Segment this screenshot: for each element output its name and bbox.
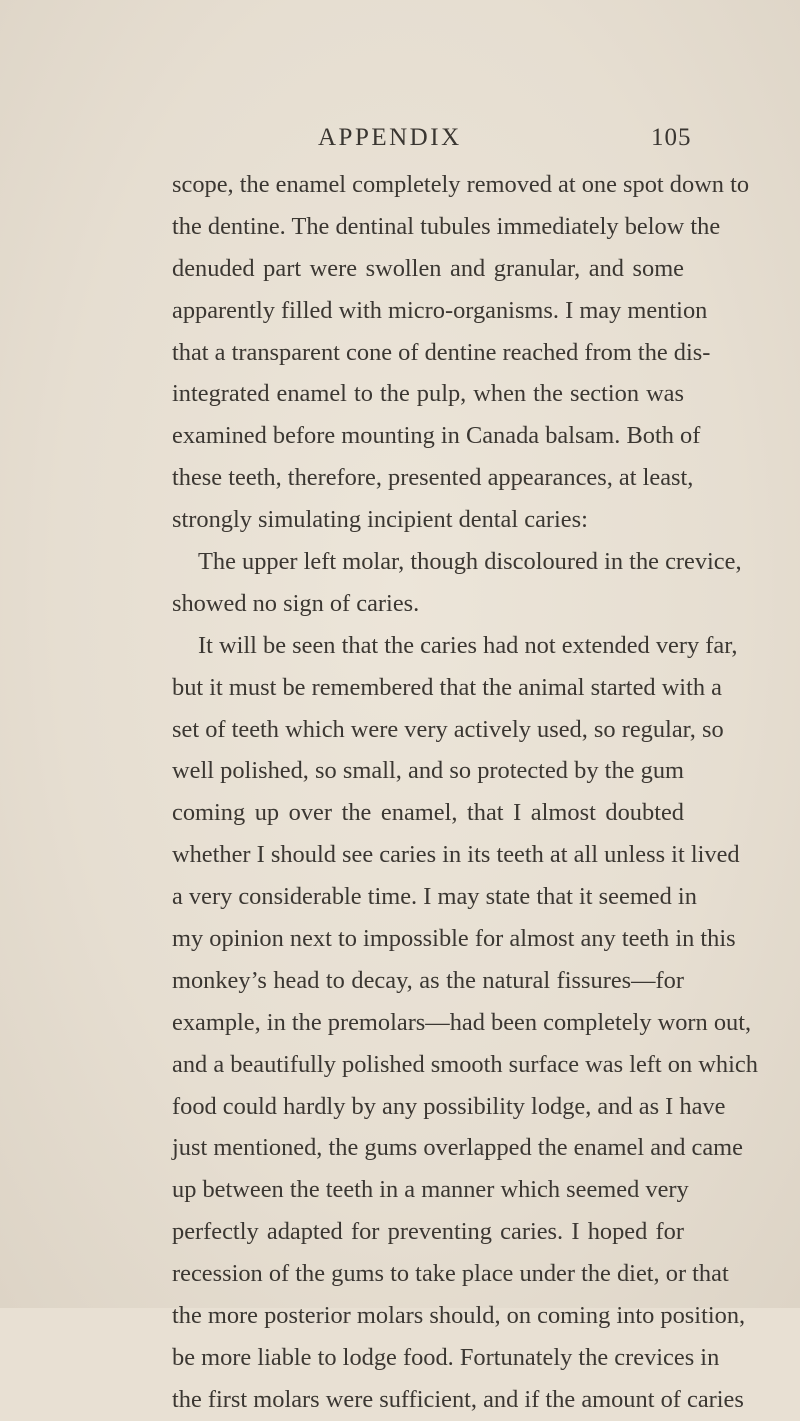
text-line: whether I should see caries in its teeth at all unless it lived bbox=[172, 841, 740, 869]
body-text bbox=[172, 164, 758, 1421]
text-line: set of teeth which were very actively used, so regular, so bbox=[172, 715, 724, 743]
text-line: just mentioned, the gums overlapped the enamel and came bbox=[172, 1134, 743, 1162]
text-line: the dentine. The dentinal tubules immediately below the bbox=[172, 212, 721, 240]
text-line: perfectly adapted for preventing caries. I hoped for bbox=[172, 1218, 684, 1246]
text-line: showed no sign of caries. bbox=[172, 589, 420, 617]
text-line: the more posterior molars should, on coming into position, bbox=[172, 1302, 746, 1330]
text-line: denuded part were swollen and granular, and some bbox=[172, 254, 684, 282]
text-line: apparently filled with micro-organisms. I may mention bbox=[172, 296, 708, 324]
text-line: recession of the gums to take place under the diet, or that bbox=[172, 1260, 729, 1288]
text-line: strongly simulating incipient dental caries: bbox=[172, 506, 588, 534]
text-line: the first molars were sufficient, and if the amount of caries bbox=[172, 1385, 744, 1413]
text-line: food could hardly by any possibility lodge, and as I have bbox=[172, 1092, 726, 1120]
text-line: up between the teeth in a manner which seemed very bbox=[172, 1176, 689, 1204]
running-title: APPENDIX bbox=[318, 124, 462, 151]
text-line: but it must be remembered that the animal started with a bbox=[172, 673, 722, 701]
running-head bbox=[0, 120, 800, 160]
text-line: coming up over the enamel, that I almost doubted bbox=[172, 799, 684, 827]
text-line: integrated enamel to the pulp, when the section was bbox=[172, 380, 684, 408]
text-line: be more liable to lodge food. Fortunately the crevices in bbox=[172, 1343, 720, 1371]
text-line: well polished, so small, and so protected by the gum bbox=[172, 757, 684, 785]
text-line: my opinion next to impossible for almost any teeth in this bbox=[172, 925, 736, 953]
text-line: examined before mounting in Canada balsam. Both of bbox=[172, 422, 701, 450]
text-line: example, in the premolars—had been completely worn out, bbox=[172, 1008, 752, 1036]
paragraph-start-line: It will be seen that the caries had not extended very far, bbox=[198, 631, 738, 659]
text-line: scope, the enamel completely removed at one spot down to bbox=[172, 171, 750, 198]
text-line: and a beautifully polished smooth surface was left on which bbox=[172, 1050, 758, 1078]
text-line: that a transparent cone of dentine reached from the dis- bbox=[172, 338, 711, 366]
page-number: 105 bbox=[651, 124, 692, 151]
text-line: these teeth, therefore, presented appearances, at least, bbox=[172, 464, 694, 492]
text-line: a very considerable time. I may state that it seemed in bbox=[172, 883, 697, 911]
paragraph-start-line: The upper left molar, though discoloured in the crevice, bbox=[198, 548, 742, 576]
text-line: monkey’s head to decay, as the natural fissures—for bbox=[172, 966, 684, 994]
